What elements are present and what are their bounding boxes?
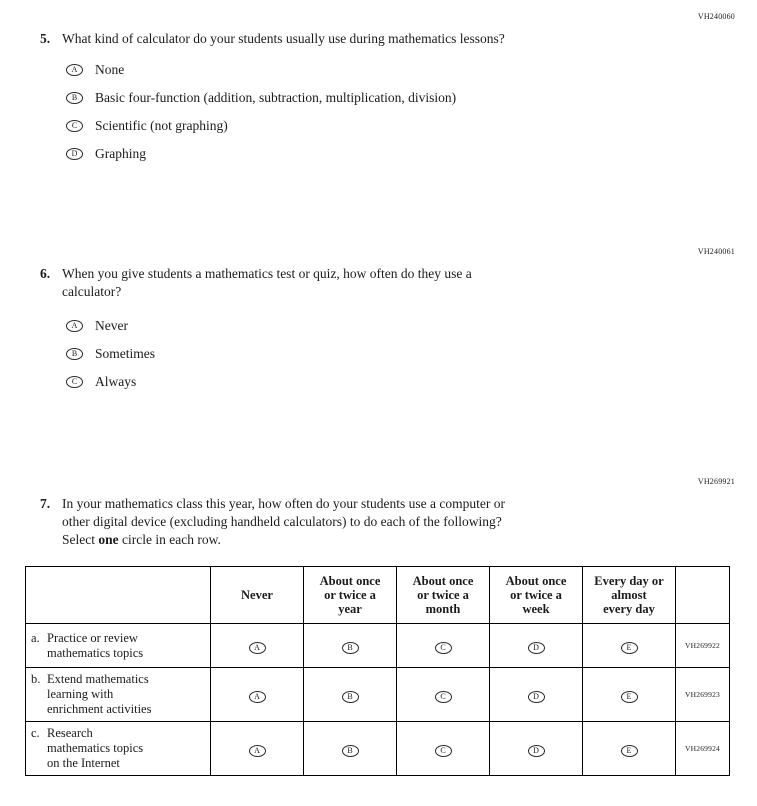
answer-bubble-a-never[interactable]: A [249, 642, 266, 654]
answer-bubble-c[interactable]: C [66, 120, 83, 132]
answer-bubble-c-month[interactable]: C [435, 745, 452, 757]
question-6-code: VH240061 [697, 247, 735, 256]
option-label: Scientific (not graphing) [95, 118, 228, 133]
answer-bubble-b-everyday[interactable]: E [621, 691, 638, 703]
question-7-section [31, 477, 735, 776]
answer-bubble-c-everyday[interactable]: E [621, 745, 638, 757]
column-header-every-day: Every day or almost every day [583, 567, 676, 624]
question-6-options [62, 317, 472, 391]
table-row-practice-review [26, 624, 730, 668]
option-scientific[interactable] [66, 117, 505, 135]
answer-cell [583, 624, 676, 668]
option-label: None [95, 62, 125, 77]
answer-bubble-a[interactable]: A [66, 64, 83, 76]
question-5-code: VH240060 [697, 12, 735, 21]
answer-bubble-a-year[interactable]: B [342, 642, 359, 654]
option-label: Sometimes [95, 346, 155, 361]
question-6-section [40, 247, 735, 401]
answer-cell [583, 668, 676, 722]
answer-bubble-b-year[interactable]: B [342, 691, 359, 703]
answer-bubble-a[interactable]: A [66, 320, 83, 332]
option-sometimes[interactable] [66, 345, 472, 363]
answer-bubble-b-never[interactable]: A [249, 691, 266, 703]
answer-cell [211, 668, 304, 722]
answer-bubble-c-week[interactable]: D [528, 745, 545, 757]
answer-bubble-c[interactable]: C [66, 376, 83, 388]
column-header-never: Never [211, 567, 304, 624]
answer-cell [490, 668, 583, 722]
column-header-once-twice-week: About once or twice a week [490, 567, 583, 624]
answer-cell [490, 624, 583, 668]
option-graphing[interactable] [66, 145, 505, 163]
answer-bubble-b[interactable]: B [66, 92, 83, 104]
answer-cell [304, 722, 397, 776]
option-none[interactable] [66, 61, 505, 79]
table-row-research-internet [26, 722, 730, 776]
question-5-text: What kind of calculator do your students usually use during mathematics lessons? [62, 31, 505, 46]
question-5-section [40, 12, 735, 173]
answer-cell [583, 722, 676, 776]
question-5-number: 5. [40, 31, 51, 46]
question-5-options [62, 61, 505, 163]
row-code: VH269924 [676, 722, 730, 776]
answer-cell [211, 722, 304, 776]
answer-bubble-b[interactable]: B [66, 348, 83, 360]
question-7-text: In your mathematics class this year, how often do your students use a computer or [62, 496, 505, 511]
answer-cell [211, 624, 304, 668]
question-7-number: 7. [40, 496, 51, 511]
row-label: a. Practice or review mathematics topics [26, 624, 211, 668]
answer-cell [304, 668, 397, 722]
question-6-number: 6. [40, 266, 51, 281]
answer-bubble-d[interactable]: D [66, 148, 83, 160]
option-label: Always [95, 374, 137, 389]
question-7-code: VH269921 [697, 477, 735, 486]
answer-bubble-a-week[interactable]: D [528, 642, 545, 654]
table-header-row [26, 567, 730, 624]
header-empty-cell [26, 567, 211, 624]
option-basic-four-function[interactable] [66, 89, 505, 107]
option-label: Basic four-function (addition, subtraction, multiplication, division) [95, 90, 457, 105]
option-always[interactable] [66, 373, 472, 391]
question-6-text: calculator? [62, 284, 122, 299]
answer-bubble-a-everyday[interactable]: E [621, 642, 638, 654]
row-code: VH269923 [676, 668, 730, 722]
question-6-text: When you give students a mathematics test or quiz, how often do they use a [62, 266, 472, 281]
row-label: c. Research mathematics topics on the Internet [26, 722, 211, 776]
answer-bubble-a-month[interactable]: C [435, 642, 452, 654]
answer-bubble-c-year[interactable]: B [342, 745, 359, 757]
answer-cell [397, 668, 490, 722]
column-header-once-twice-month: About once or twice a month [397, 567, 490, 624]
answer-cell [397, 624, 490, 668]
answer-bubble-c-never[interactable]: A [249, 745, 266, 757]
row-label: b. Extend mathematics learning with enrichment activities [26, 668, 211, 722]
header-code-cell [676, 567, 730, 624]
question-7-select-instruction: Select one circle in each row. [62, 532, 221, 547]
table-row-extend-learning [26, 668, 730, 722]
answer-cell [490, 722, 583, 776]
option-never[interactable] [66, 317, 472, 335]
option-label: Graphing [95, 146, 146, 161]
answer-cell [304, 624, 397, 668]
answer-bubble-b-month[interactable]: C [435, 691, 452, 703]
row-code: VH269922 [676, 624, 730, 668]
answer-bubble-b-week[interactable]: D [528, 691, 545, 703]
answer-cell [397, 722, 490, 776]
question-7-text: other digital device (excluding handheld calculators) to do each of the following? [62, 514, 502, 529]
column-header-once-twice-year: About once or twice a year [304, 567, 397, 624]
option-label: Never [95, 318, 128, 333]
frequency-table [25, 566, 730, 776]
